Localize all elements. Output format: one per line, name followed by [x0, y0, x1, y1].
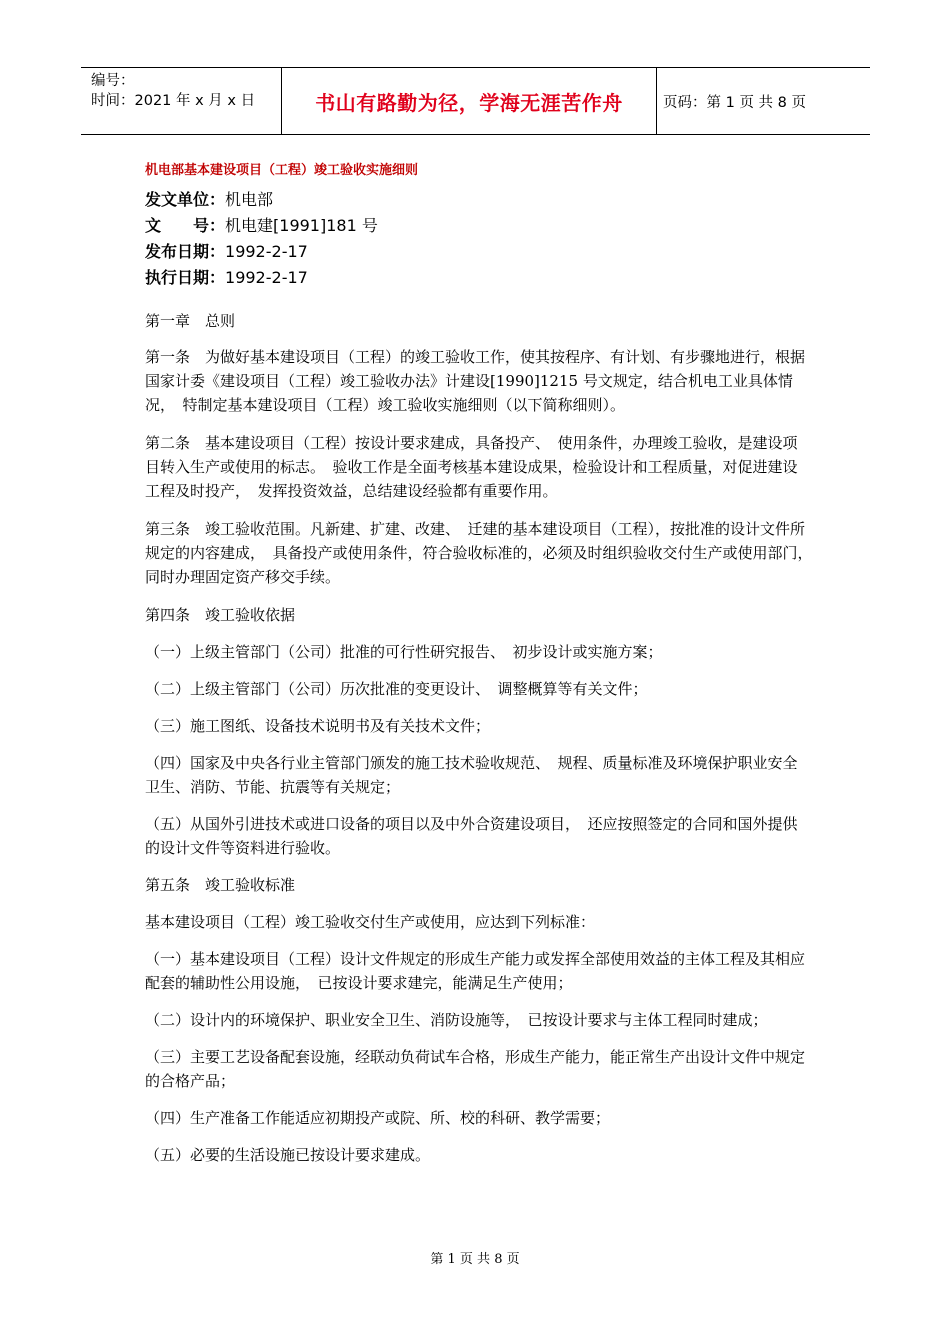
- article-4-item-5: （五）从国外引进技术或进口设备的项目以及中外合资建设项目， 还应按照签定的合同和国外提供的设计文件等资料进行验收。: [145, 815, 798, 857]
- article-5-item-1: （一）基本建设项目（工程）设计文件规定的形成生产能力或发挥全部使用效益的主体工程及其相应配套的辅助性公用设施， 已按设计要求建完，能满足生产使用；: [145, 950, 806, 992]
- meta-value: 机电部: [225, 190, 274, 209]
- page-header: [81, 67, 870, 135]
- article-4-heading: 第四条 竣工验收依据: [145, 606, 296, 624]
- time-label: 时间：2021 年 x 月 x 日: [91, 93, 256, 109]
- meta-label: 发布日期：: [145, 242, 226, 261]
- article-5-item-2: （二）设计内的环境保护、职业安全卫生、消防设施等， 已按设计要求与主体工程同时建成；: [145, 1011, 768, 1029]
- article-4-item-2: （二）上级主管部门（公司）历次批准的变更设计、 调整概算等有关文件；: [145, 680, 648, 698]
- article-3: 第三条 竣工验收范围。凡新建、扩建、改建、 迁建的基本建设项目（工程），按批准的设计文件所规定的内容建成， 具备投产或使用条件，符合验收标准的，必须及时组织验收交付生产或使用部门， 同时办理固定资产移交手续。: [145, 520, 821, 586]
- meta-label: 文 号：: [145, 216, 226, 235]
- article-5-item-5: （五）必要的生活设施已按设计要求建成。: [145, 1146, 431, 1164]
- meta-effective-date: [145, 265, 810, 291]
- article-5-heading: 第五条 竣工验收标准: [145, 876, 296, 894]
- code-label: 编号：: [91, 73, 135, 89]
- meta-value: 1992-2-17: [225, 242, 308, 261]
- page-footer: [0, 1248, 950, 1267]
- chapter-heading: 第一章 总则: [145, 312, 236, 330]
- motto-cell: [282, 68, 657, 134]
- article-5-item-3: （三）主要工艺设备配套设施，经联动负荷试车合格，形成生产能力，能正常生产出设计文件中规定的合格产品；: [145, 1048, 806, 1090]
- article-2: 第二条 基本建设项目（工程）按设计要求建成，具备投产、 使用条件，办理竣工验收，是建设项目转入生产或使用的标志。 验收工作是全面考核基本建设成果，检验设计和工程质量，对促进建设工程及时投产， 发挥投资效益，总结建设经验都有重要作用。: [145, 434, 798, 500]
- article-1: 第一条 为做好基本建设项目（工程）的竣工验收工作，使其按程序、有计划、有步骤地进行，根据国家计委《建设项目（工程）竣工验收办法》计建设[1990]1215 号文规定，结合机电工业具体情况， 特制定基本建设项目（工程）竣工验收实施细则（以下简称细则）。: [145, 348, 806, 414]
- article-4-item-1: （一）上级主管部门（公司）批准的可行性研究报告、 初步设计或实施方案；: [145, 643, 663, 661]
- header-left-cell: [81, 68, 282, 134]
- document-title: 机电部基本建设项目（工程）竣工验收实施细则: [145, 163, 419, 178]
- meta-value: 机电建[1991]181 号: [225, 216, 378, 235]
- meta-value: 1992-2-17: [225, 268, 308, 287]
- page-info-cell: [657, 68, 870, 134]
- motto-text: 书山有路勤为径，学海无涯苦作舟: [315, 90, 623, 115]
- meta-issuer: [145, 187, 810, 213]
- page-info-text: 页码：第 1 页 共 8 页: [663, 94, 806, 111]
- meta-label: 执行日期：: [145, 268, 226, 287]
- article-5-intro: 基本建设项目（工程）竣工验收交付生产或使用，应达到下列标准：: [145, 913, 596, 931]
- article-4-item-3: （三）施工图纸、设备技术说明书及有关技术文件；: [145, 717, 491, 735]
- meta-label: 发文单位：: [145, 190, 226, 209]
- footer-page-number: 第 1 页 共 8 页: [430, 1252, 520, 1267]
- meta-doc-number: [145, 213, 810, 239]
- document-body: [145, 161, 821, 1167]
- article-4-item-4: （四）国家及中央各行业主管部门颁发的施工技术验收规范、 规程、质量标准及环境保护职业安全卫生、消防、节能、抗震等有关规定；: [145, 754, 798, 796]
- article-5-item-4: （四）生产准备工作能适应初期投产或院、所、校的科研、教学需要；: [145, 1109, 611, 1127]
- meta-publish-date: [145, 239, 810, 265]
